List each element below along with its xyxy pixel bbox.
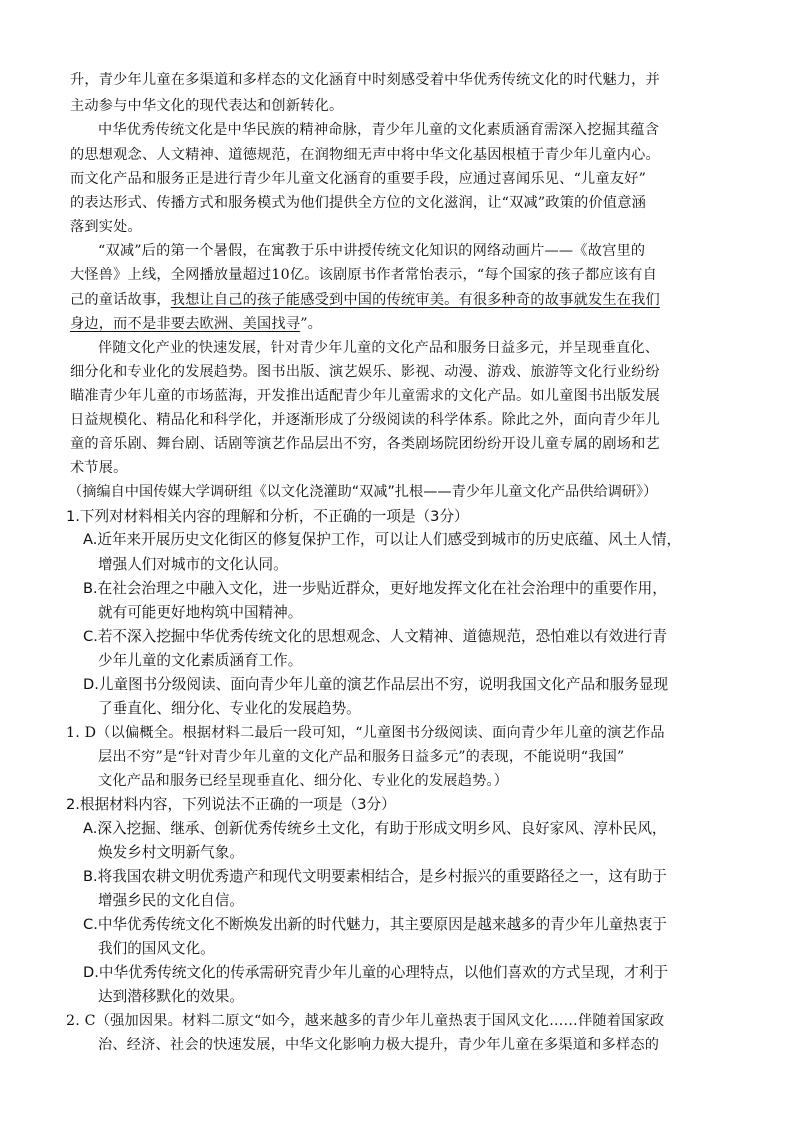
passage-line: 大怪兽》上线，全网播放量超过10亿。该剧原书作者常怡表示，“每个国家的孩子都应该有自 (70, 267, 658, 283)
q2-option-b-cont: 增强乡民的文化自信。 (98, 892, 244, 909)
passage-line: 中华优秀传统文化是中华民族的精神命脉，青少年儿童的文化素质涵育需深入挖掘其蕴含 (98, 122, 660, 138)
passage-line: 瞄准青少年儿童的市场蓝海，开发推出适配青少年儿童需求的文化产品。如儿童图书出版发展 (70, 388, 660, 404)
answer-2: 2. C（强加因果。材料二原文“如今，越来越多的青少年儿童热衷于国风文化……伴随着国家政 (66, 1013, 665, 1029)
passage-line: 主动参与中华文化的现代表达和创新转化。 (70, 98, 344, 114)
passage-line: 日益规模化、精品化和科学化，并逐渐形成了分级阅读的科学体系。除此之外，面向青少年儿 (70, 412, 660, 428)
q1-option-c-cont: 少年儿童的文化素质涵育工作。 (98, 652, 303, 669)
q1-option-a: A.近年来开展历史文化街区的修复保护工作，可以让人们感受到城市的历史底蕴、风土人情， (83, 531, 682, 548)
q2-option-b: B.将我国农耕文明优秀遗产和现代文明要素相结合，是乡村振兴的重要路径之一，这有助于 (83, 868, 667, 885)
passage-line: 升，青少年儿童在多渠道和多样态的文化涵育中时刻感受着中华优秀传统文化的时代魅力，并 (70, 72, 660, 88)
passage-text: ”。 (300, 316, 323, 332)
passage-line: 落到实处。 (70, 219, 142, 235)
passage-line: 细分化和专业化的发展趋势。图书出版、演艺娱乐、影视、动漫、游戏、旅游等文化行业纷纷 (70, 364, 660, 380)
passage-line: 而文化产品和服务正是进行青少年儿童文化涵育的重要手段，应通过喜闻乐见、“儿童友好” (70, 171, 647, 187)
passage-line: 的思想观念、人文精神、道德规范，在润物细无声中将中华文化基因根植于青少年儿童内心。 (70, 147, 660, 163)
q1-option-c: C.若不深入挖掘中华优秀传统文化的思想观念、人文精神、道德规范，恐怕难以有效进行青 (83, 628, 667, 645)
question-1-stem: 1.下列对材料相关内容的理解和分析，不正确的一项是（3分） (66, 508, 469, 525)
passage-line: “双减”后的第一个暑假，在寓教于乐中讲授传统文化知识的网络动画片——《故宫里的 (98, 243, 646, 259)
answer-1-cont: 文化产品和服务已经呈现垂直化、细分化、专业化的发展趋势。） (98, 773, 509, 789)
answer-1: 1. D（以偏概全。根据材料二最后一段可知，“儿童图书分级阅读、面向青少年儿童的演艺作品 (66, 725, 665, 741)
answer-2-cont: 治、经济、社会的快速发展，中华文化影响力极大提升，青少年儿童在多渠道和多样态的 (98, 1037, 660, 1053)
answer-1-cont: 层出不穷”是“针对青少年儿童的文化产品和服务日益多元”的表现，不能说明“我国” (98, 749, 625, 765)
q1-option-b-cont: 就有可能更好地构筑中国精神。 (98, 604, 303, 621)
q2-option-d: D.中华优秀传统文化的传承需研究青少年儿童的心理特点，以他们喜欢的方式呈现，才利于 (83, 964, 669, 981)
passage-line: 的表达形式、传播方式和服务模式为他们提供全方位的文化滋润，让“双减”政策的价值意涵 (70, 195, 647, 211)
passage-text: 己的童话故事， (70, 292, 171, 308)
passage-line (70, 314, 322, 334)
q1-option-d-cont: 了垂直化、细分化、专业化的发展趋势。 (98, 700, 361, 717)
source-citation: （摘编自中国传媒大学调研组《以文化浇灌助“双减”扎根——青少年儿童文化产品供给调研》） (68, 484, 658, 500)
q2-option-a-cont: 焕发乡村文明新气象。 (98, 844, 244, 861)
q2-option-c-cont: 我们的国风文化。 (98, 940, 215, 957)
question-2-stem: 2.根据材料内容，下列说法不正确的一项是（3分） (66, 796, 396, 813)
q1-option-d: D.儿童图书分级阅读、面向青少年儿童的演艺作品层出不穷，说明我国文化产品和服务显现 (83, 676, 669, 693)
passage-line: 术节展。 (70, 460, 128, 476)
passage-line: 伴随文化产业的快速发展，针对青少年儿童的文化产品和服务日益多元，并呈现垂直化、 (98, 340, 660, 356)
underlined-quote: 身边，而不是非要去欧洲、美国找寻 (70, 316, 301, 332)
passage-line: 童的音乐剧、舞台剧、话剧等演艺作品层出不穷，各类剧场院团纷纷开设儿童专属的剧场和艺 (70, 436, 660, 452)
q2-option-a: A.深入挖掘、继承、创新优秀传统乡土文化，有助于形成文明乡风、良好家风、淳朴民风， (83, 820, 667, 837)
q1-option-b: B.在社会治理之中融入文化，进一步贴近群众，更好地发挥文化在社会治理中的重要作用， (83, 580, 667, 597)
q2-option-c: C.中华优秀传统文化不断焕发出新的时代魅力，其主要原因是越来越多的青少年儿童热衷于 (83, 916, 667, 933)
q1-option-a-cont: 增强人们对城市的文化认同。 (98, 556, 288, 573)
underlined-quote: 我想让自己的孩子能感受到中国的传统审美。有很多种奇的故事就发生在我们 (170, 292, 660, 308)
q2-option-d-cont: 达到潜移默化的效果。 (98, 988, 244, 1005)
passage-line (70, 290, 660, 310)
